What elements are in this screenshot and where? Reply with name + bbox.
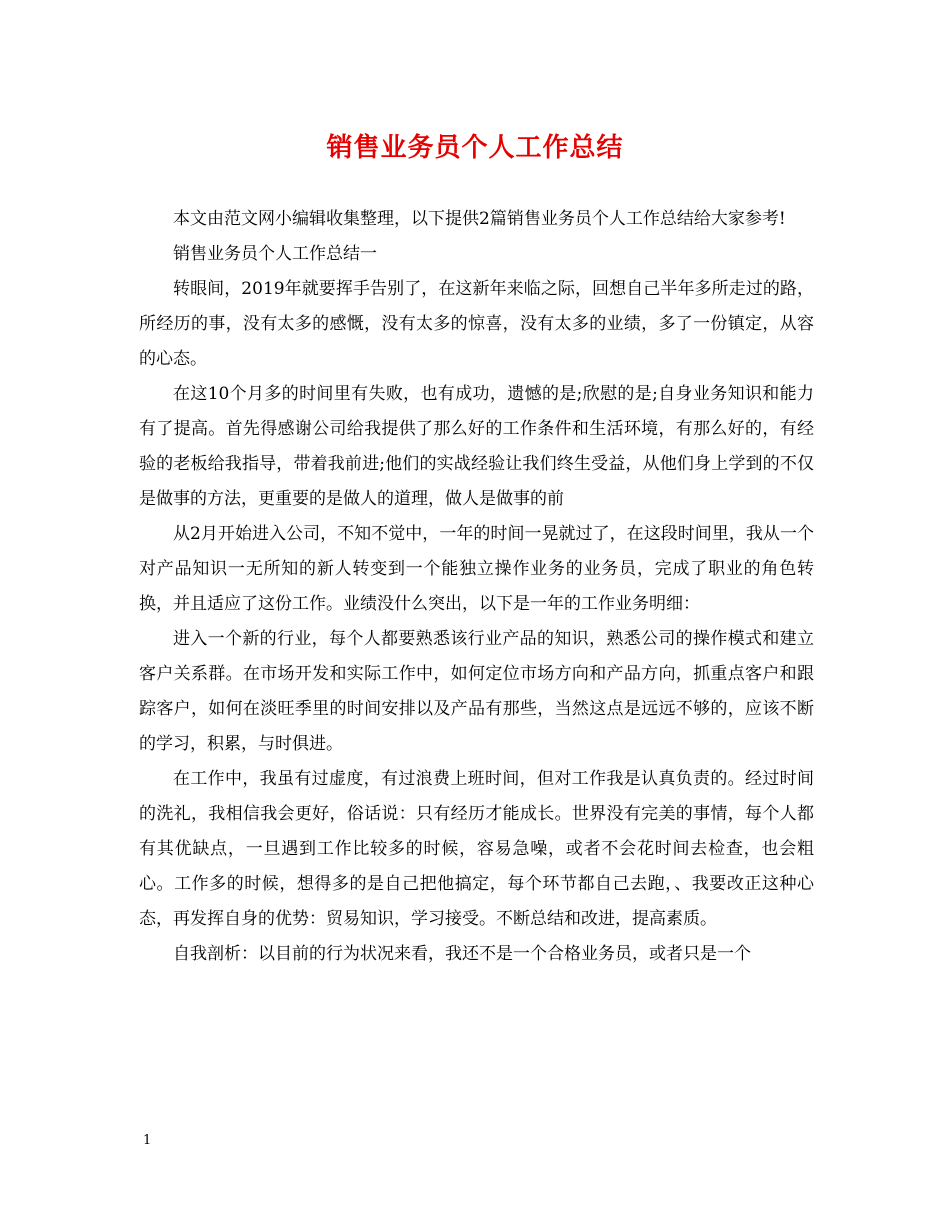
document-body xyxy=(139,202,814,972)
body-paragraph: 从2月开始进入公司，不知不觉中，一年的时间一晃就过了，在这段时间里，我从一个对产品知识一无所知的新人转变到一个能独立操作业务的业务员，完成了职业的角色转换，并且适应了这份工作。业绩没什么突出，以下是一年的工作业务明细： xyxy=(139,524,814,614)
section-heading: 销售业务员个人工作总结一 xyxy=(173,244,377,264)
body-paragraph: 进入一个新的行业，每个人都要熟悉该行业产品的知识，熟悉公司的操作模式和建立客户关系群。在市场开发和实际工作中，如何定位市场方向和产品方向，抓重点客户和跟踪客户，如何在淡旺季里的时间安排以及产品有那些，当然这点是远远不够的，应该不断的学习，积累，与时俱进。 xyxy=(139,629,814,754)
body-paragraph: 在这10个月多的时间里有失败，也有成功，遗憾的是;欣慰的是;自身业务知识和能力有了提高。首先得感谢公司给我提供了那么好的工作条件和生活环境，有那么好的，有经验的老板给我指导，带着我前进;他们的实战经验让我们终生受益，从他们身上学到的不仅是做事的方法，更重要的是做人的道理，做人是做事的前 xyxy=(139,384,814,509)
intro-paragraph: 本文由范文网小编辑收集整理，以下提供2篇销售业务员个人工作总结给大家参考! xyxy=(173,209,786,229)
page-number: 1 xyxy=(143,1133,152,1148)
body-paragraph: 在工作中，我虽有过虚度，有过浪费上班时间，但对工作我是认真负责的。经过时间的洗礼，我相信我会更好，俗话说：只有经历才能成长。世界没有完美的事情，每个人都有其优缺点，一旦遇到工作比较多的时候，容易急噪，或者不会花时间去检查，也会粗心。工作多的时候，想得多的是自己把他搞定，每个环节都自己去跑，、我要改正这种心态，再发挥自身的优势：贸易知识，学习接受。不断总结和改进，提高素质。 xyxy=(139,769,814,929)
body-paragraph: 自我剖析：以目前的行为状况来看，我还不是一个合格业务员，或者只是一个 xyxy=(173,944,751,964)
document-title: 销售业务员个人工作总结 xyxy=(326,133,624,163)
body-paragraph: 转眼间，2019年就要挥手告别了，在这新年来临之际，回想自己半年多所走过的路，所经历的事，没有太多的感慨，没有太多的惊喜，没有太多的业绩，多了一份镇定，从容的心态。 xyxy=(139,279,814,369)
